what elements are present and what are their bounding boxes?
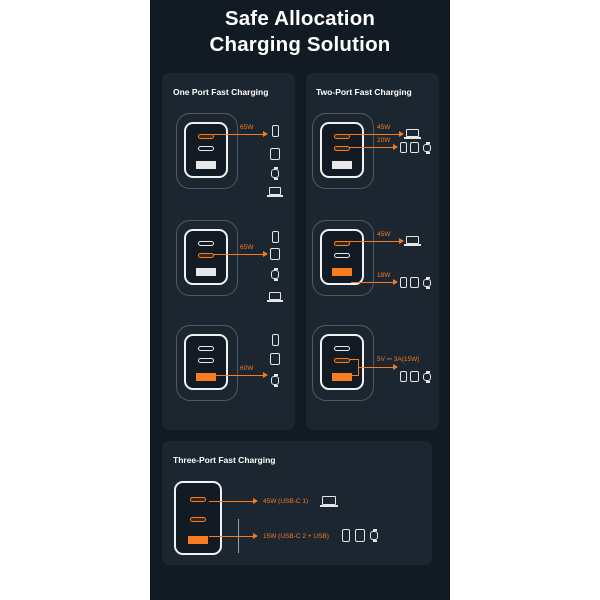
power-label: 18W (377, 272, 391, 279)
charge-line (215, 375, 263, 376)
watch-icon (271, 270, 279, 279)
charger-icon (174, 481, 222, 555)
charge-line (349, 241, 399, 242)
usb-c-port-icon (198, 241, 214, 246)
power-label: 60W (240, 365, 254, 372)
laptop-icon (269, 187, 281, 195)
power-label: 5V ⎓ 3A(15W) (377, 356, 420, 363)
usb-c-port-icon (198, 346, 214, 351)
tablet-icon (410, 142, 419, 153)
phone-icon (272, 125, 279, 137)
watch-icon (271, 376, 279, 385)
usb-a-port-icon (196, 373, 216, 381)
phone-icon (272, 334, 279, 346)
usb-c-port-icon (334, 358, 350, 363)
title-line-2: Charging Solution (209, 33, 391, 56)
usb-c-port-icon (198, 146, 214, 151)
power-label: 20W (377, 137, 391, 144)
usb-c-port-icon (334, 253, 350, 258)
charge-line (349, 147, 393, 148)
charge-line (351, 375, 359, 376)
watch-icon (370, 531, 378, 540)
usb-c-port-icon (334, 346, 350, 351)
usb-a-port-icon (332, 161, 352, 169)
panel-title-one-port: One Port Fast Charging (173, 87, 269, 97)
panel-title-three-port: Three-Port Fast Charging (173, 455, 276, 465)
charger-icon (184, 334, 228, 390)
arrow-icon (253, 498, 258, 504)
tablet-icon (270, 353, 280, 365)
watch-icon (423, 279, 431, 287)
usb-c-port-icon (190, 517, 206, 522)
power-label: 45W (USB-C 1) (263, 498, 309, 505)
arrow-icon (263, 251, 268, 257)
tablet-icon (410, 371, 419, 382)
usb-c-port-icon (334, 241, 350, 246)
charge-line (209, 501, 253, 502)
phone-icon (272, 231, 279, 243)
usb-c-port-icon (334, 134, 350, 139)
watch-icon (271, 169, 279, 178)
tablet-icon (410, 277, 419, 288)
laptop-icon (406, 236, 419, 244)
usb-a-port-icon (332, 373, 352, 381)
laptop-icon (322, 496, 336, 505)
usb-c-port-icon (198, 134, 214, 139)
watch-icon (423, 373, 431, 381)
charger-icon (320, 122, 364, 178)
usb-a-port-icon (188, 536, 208, 544)
phone-icon (400, 142, 407, 153)
arrow-icon (393, 144, 398, 150)
phone-icon (400, 371, 407, 382)
power-label: 45W (377, 231, 391, 238)
arrow-icon (253, 533, 258, 539)
power-label: 65W (240, 124, 254, 131)
usb-c-port-icon (190, 497, 206, 502)
tablet-icon (355, 529, 365, 542)
charge-line (351, 282, 393, 283)
panel-one-port (162, 73, 295, 430)
laptop-icon (406, 129, 419, 137)
phone-icon (400, 277, 407, 288)
panel-two-port (306, 73, 439, 430)
usb-c-port-icon (334, 146, 350, 151)
usb-c-port-icon (198, 358, 214, 363)
charger-icon (320, 229, 364, 285)
power-label: 45W (377, 124, 391, 131)
power-label: 65W (240, 244, 254, 251)
arrow-icon (263, 372, 268, 378)
tablet-icon (270, 248, 280, 260)
charge-line (213, 254, 263, 255)
poster (150, 0, 450, 600)
usb-a-port-icon (332, 268, 352, 276)
usb-a-port-icon (196, 161, 216, 169)
tablet-icon (270, 148, 280, 160)
phone-icon (342, 529, 350, 542)
panel-three-port (162, 441, 432, 565)
usb-a-port-icon (196, 268, 216, 276)
charge-line (349, 134, 399, 135)
charge-line (213, 134, 263, 135)
charger-icon (184, 122, 228, 178)
panel-title-two-port: Two-Port Fast Charging (316, 87, 412, 97)
charge-line (358, 367, 393, 368)
charger-icon (184, 229, 228, 285)
watch-icon (423, 144, 431, 152)
charge-line (349, 359, 359, 360)
arrow-icon (393, 364, 398, 370)
charge-line (209, 536, 253, 537)
arrow-icon (393, 279, 398, 285)
page-title (150, 6, 450, 58)
laptop-icon (269, 292, 281, 300)
usb-c-port-icon (198, 253, 214, 258)
arrow-icon (263, 131, 268, 137)
power-label: 15W (USB-C 2 + USB) (263, 533, 329, 540)
title-line-1: Safe Allocation (224, 7, 376, 30)
